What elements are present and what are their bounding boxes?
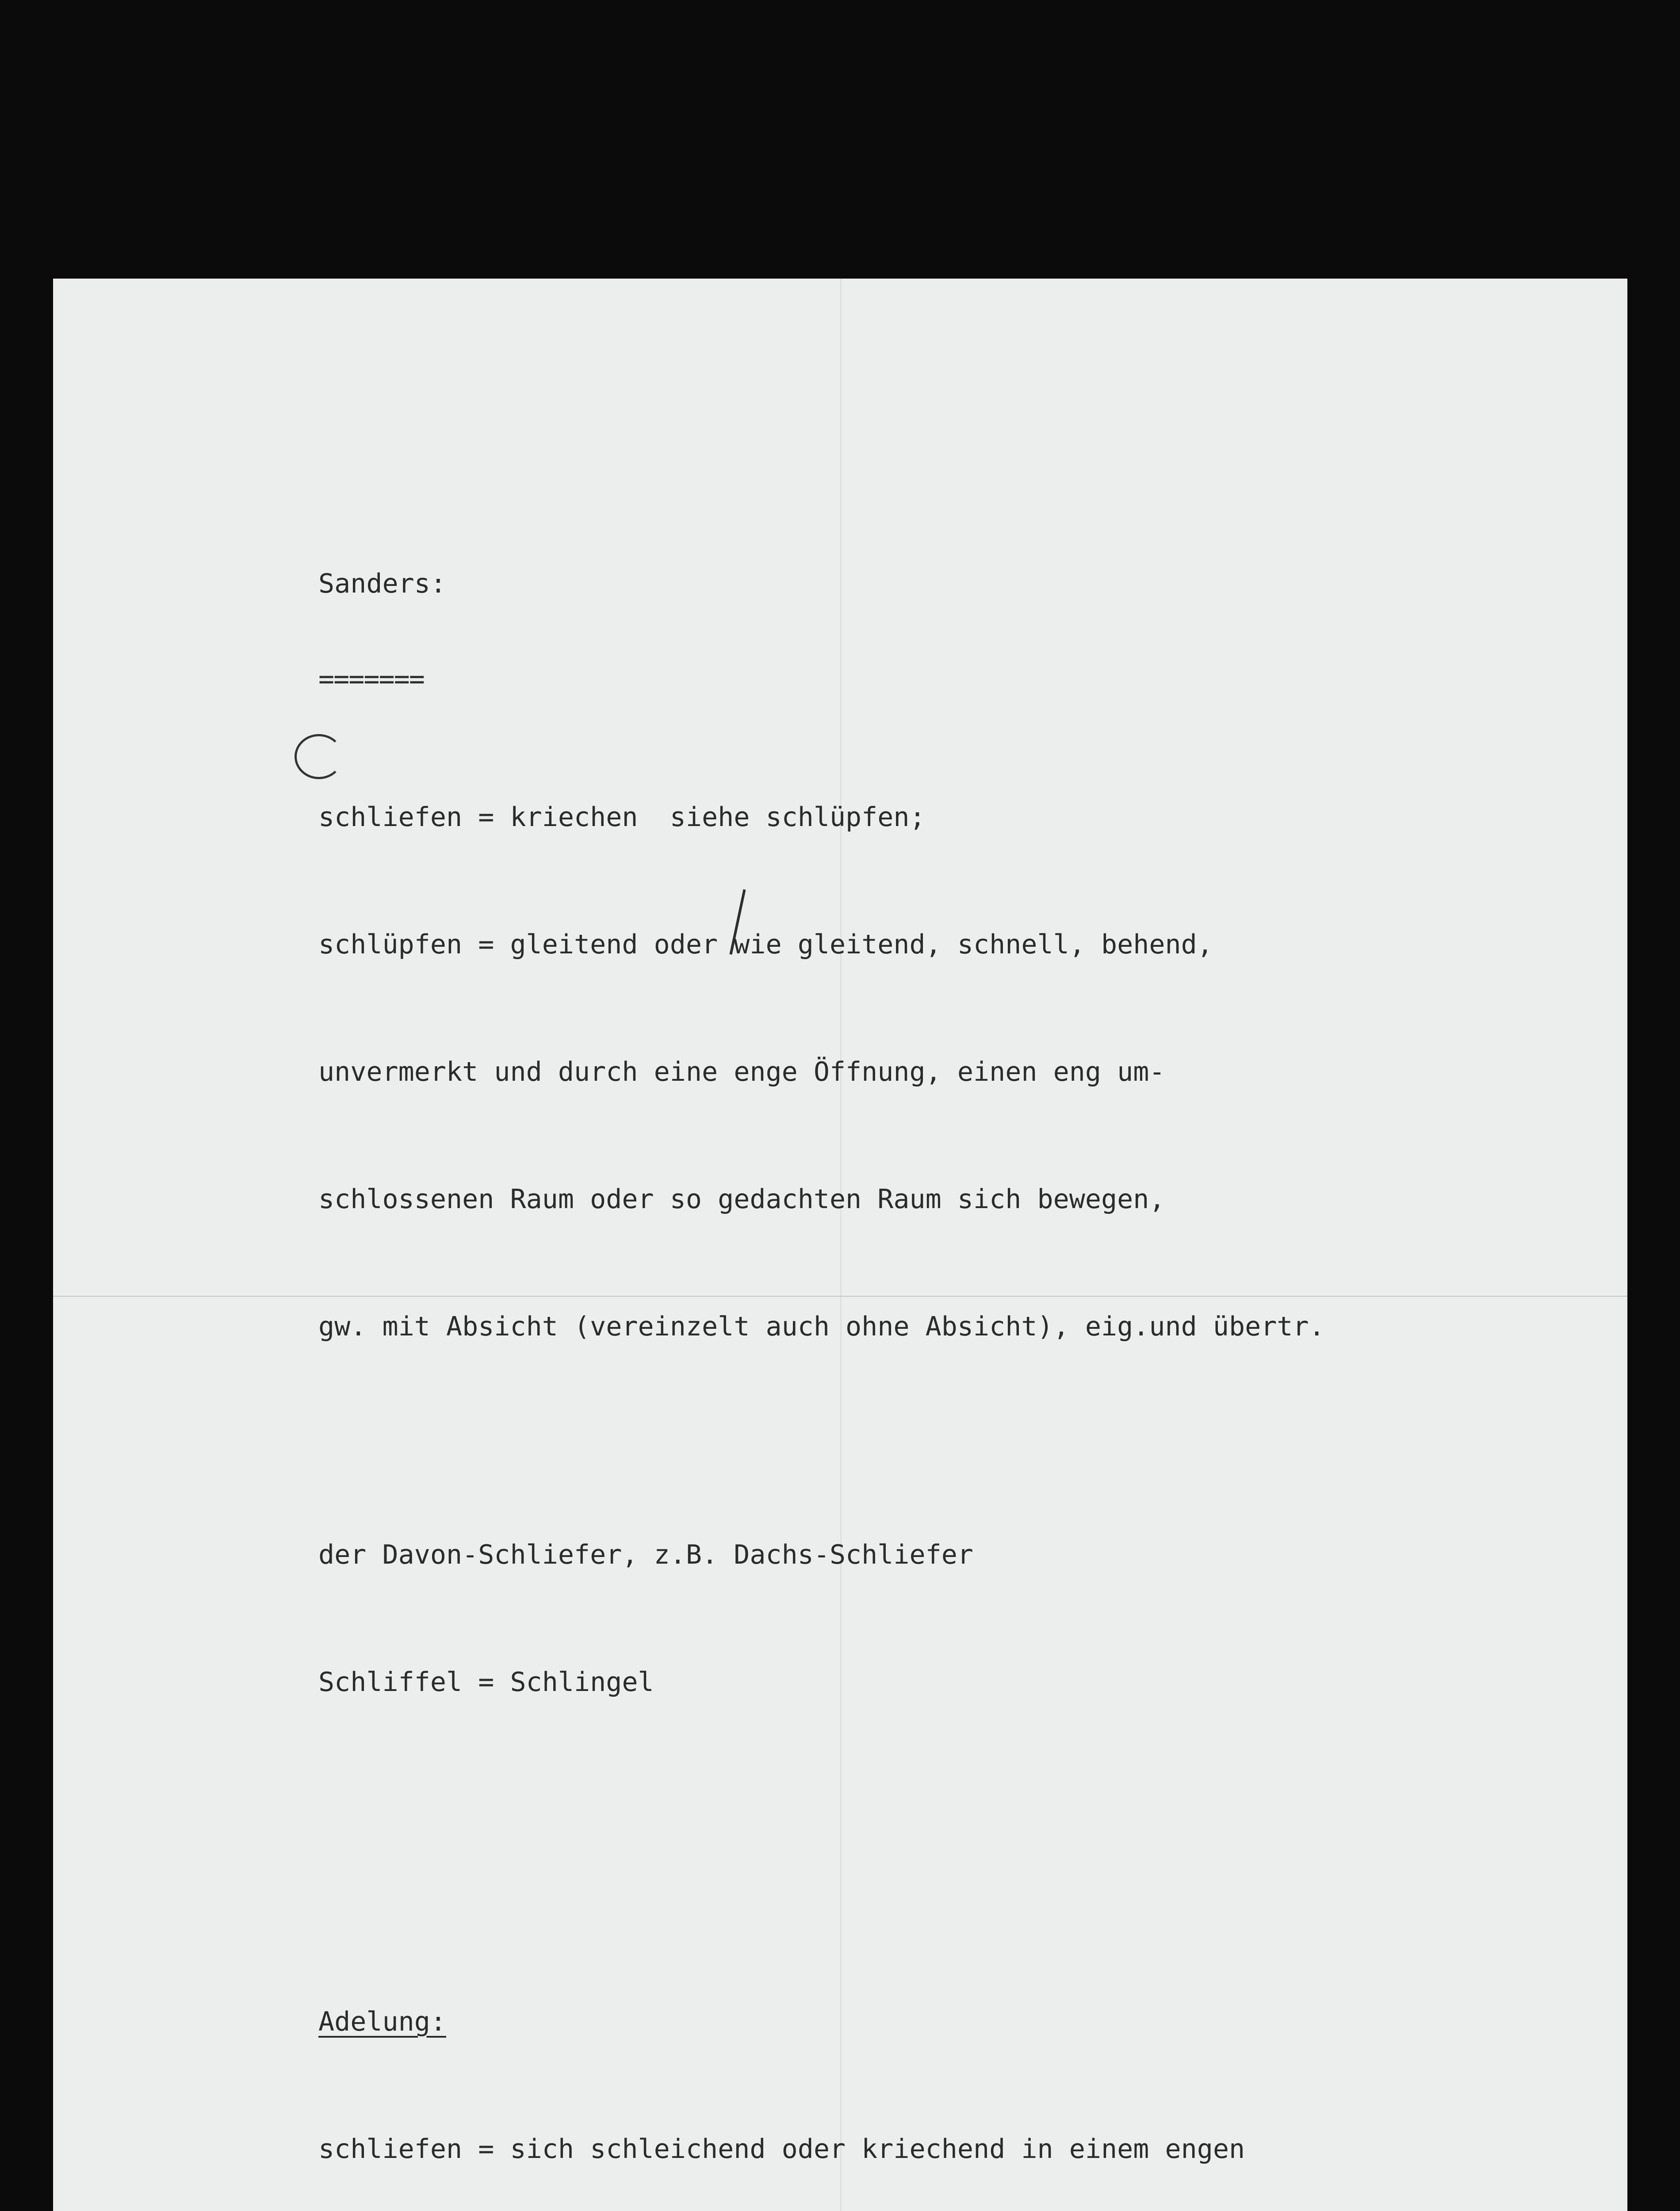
sanders-heading-rule: =======	[318, 664, 424, 695]
text-line: schlüpfen = gleitend oder wie gleitend, schnell, behend,	[318, 929, 1213, 960]
text-line: der Davon-Schliefer, z.B. Dachs-Schliefer	[318, 1539, 974, 1570]
document-body	[318, 435, 1437, 2211]
sanders-heading: Sanders:	[318, 568, 446, 599]
text-line: unvermerkt und durch eine enge Öffnung, einen eng um-	[318, 1056, 1165, 1087]
adelung-heading: Adelung:	[318, 2006, 446, 2037]
text-line: gw. mit Absicht (vereinzelt auch ohne Absicht), eig.und übertr.	[318, 1311, 1325, 1342]
text-line: Schliffel = Schlingel	[318, 1667, 654, 1698]
text-line: schlossenen Raum oder so gedachten Raum sich bewegen,	[318, 1184, 1165, 1215]
text-line: schliefen = sich schleichend oder kriechend in einem engen	[318, 2134, 1245, 2165]
text-line: schliefen = kriechen siehe schlüpfen;	[318, 802, 926, 833]
